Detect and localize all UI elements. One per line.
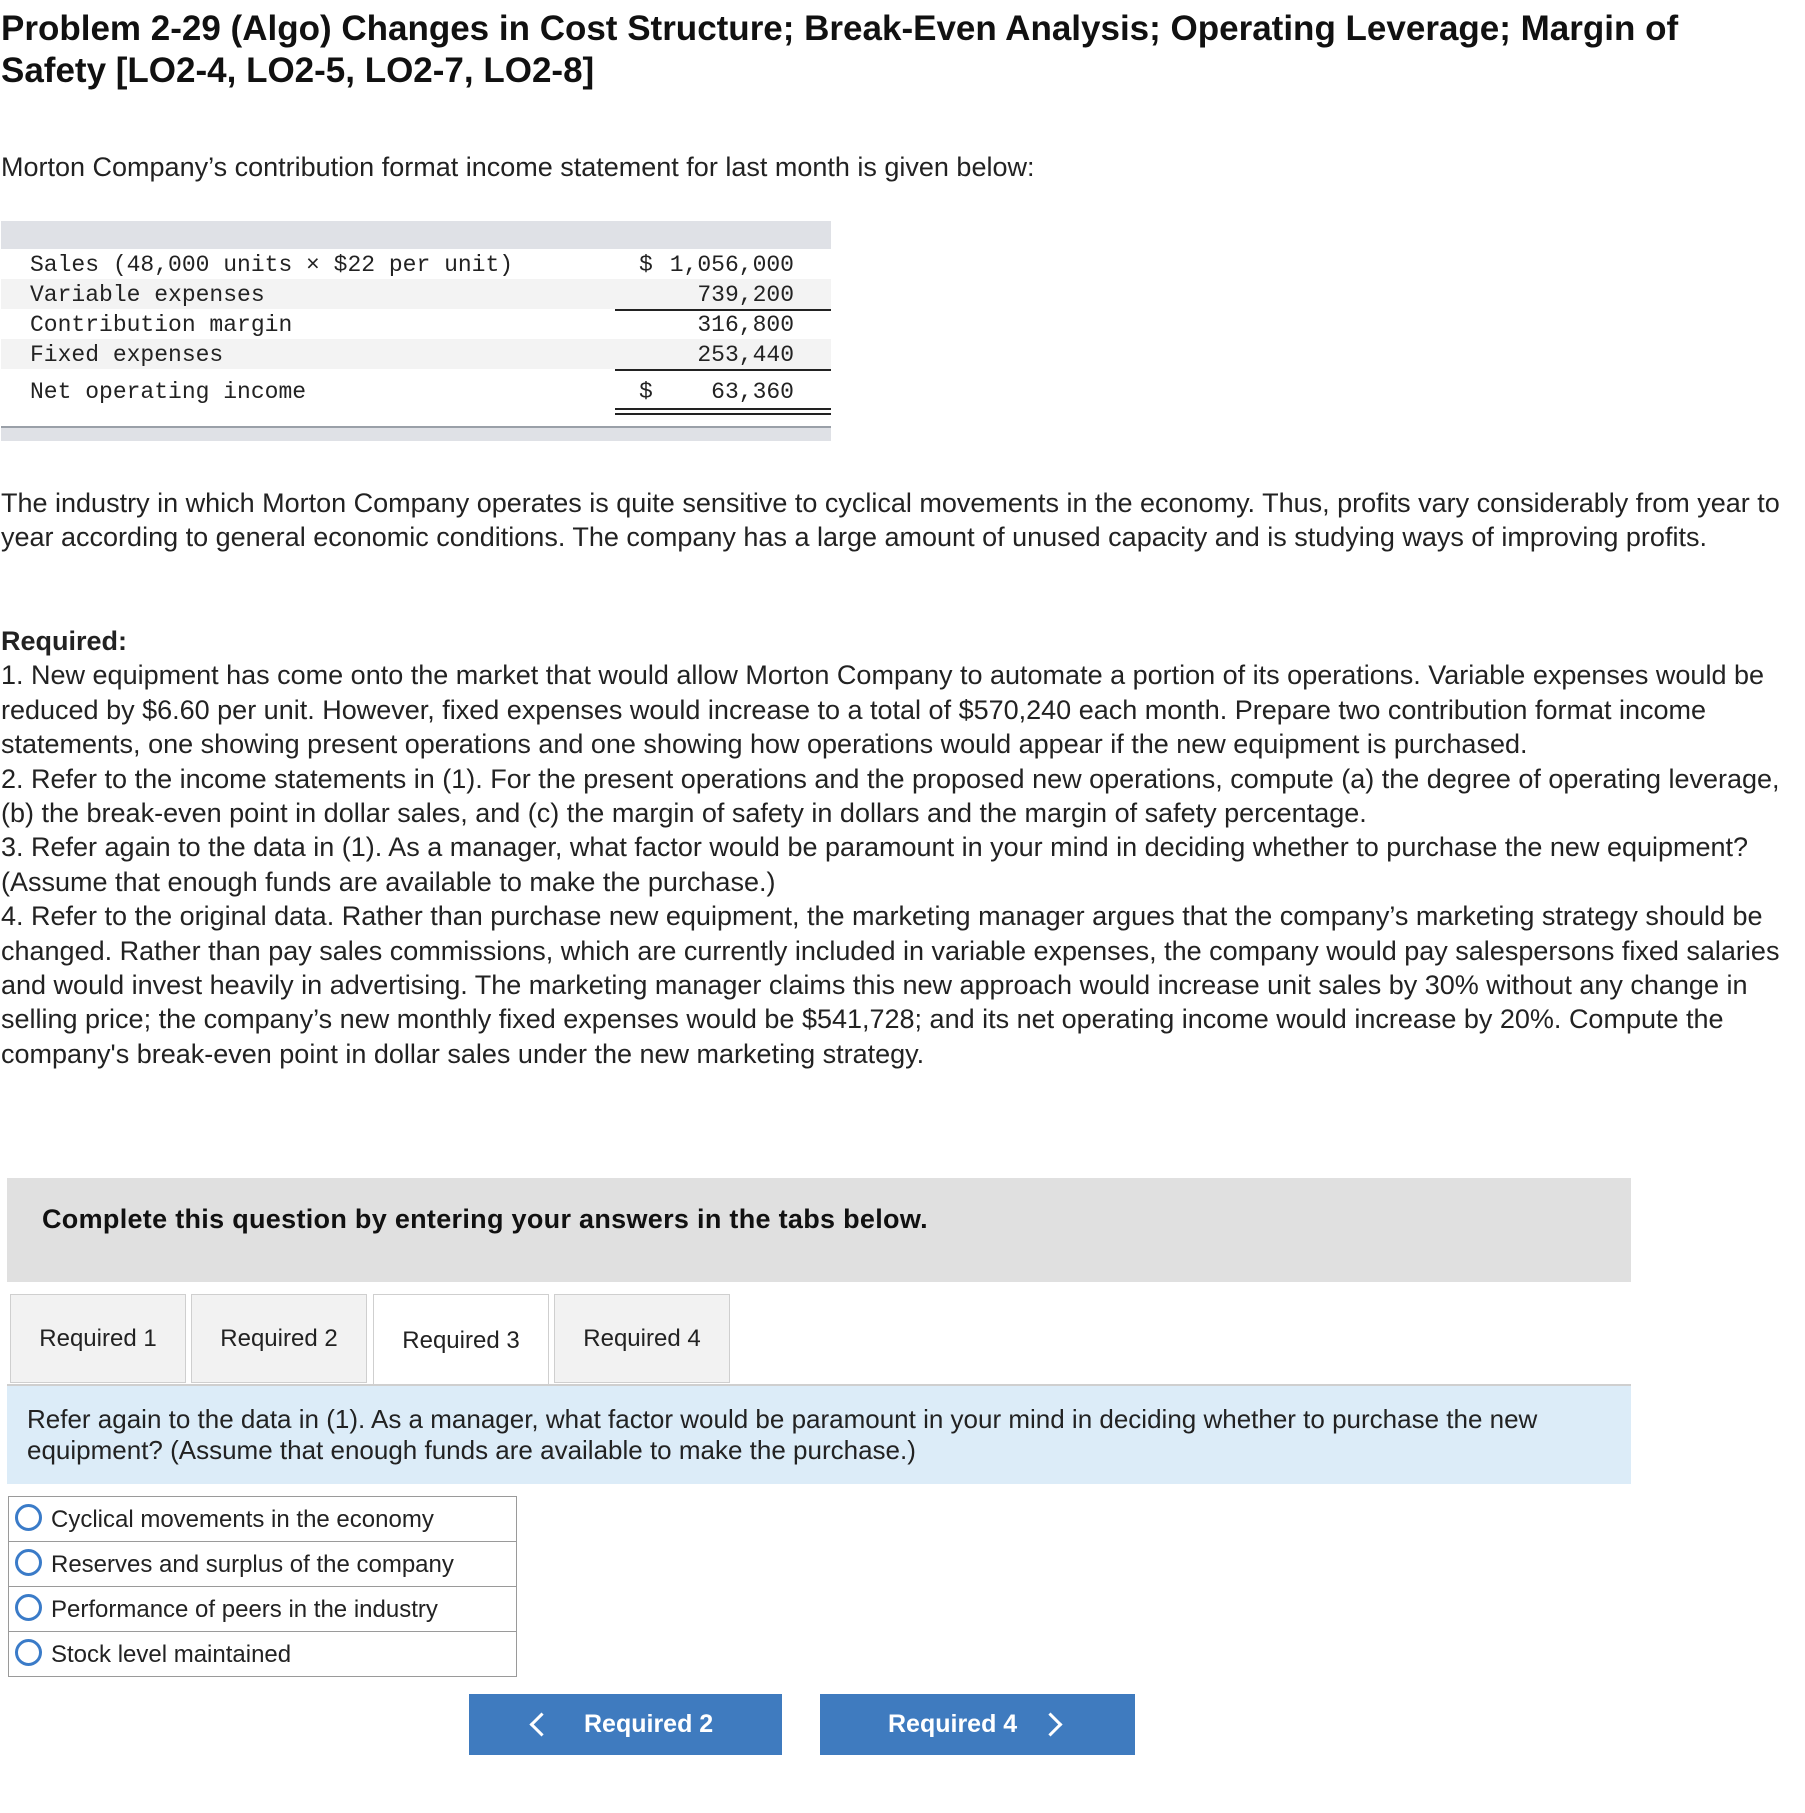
required-item-3: 3. Refer again to the data in (1). As a manager, what factor would be paramount in your mind in deciding whether to purchase the new equipment? (Assume that enough funds are available to make the purchase.) bbox=[1, 832, 1749, 897]
chevron-right-icon bbox=[1038, 1712, 1062, 1736]
required-item-4: 4. Refer to the original data. Rather than purchase new equipment, the marketing manager argues that the company’s marketing strategy should be changed. Rather than pay sales commissions, which are currently included in variable expenses, the company would pay salespersons fixed salaries and would invest heavily in advertising. The marketing manager claims this new approach would increase unit sales by 30% without any change in selling price; the company’s new monthly fixed expenses would be $541,728; and its net operating income would increase by 20%. Compute the company's break-even point in dollar sales under the new marketing strategy. bbox=[1, 901, 1780, 1069]
required-heading: Required: bbox=[1, 626, 128, 656]
option-cyclical-movements[interactable] bbox=[9, 1497, 516, 1541]
required-section bbox=[1, 624, 1796, 1071]
tab-required-2[interactable]: Required 2 bbox=[191, 1294, 367, 1383]
table-row bbox=[1, 249, 831, 279]
table-row bbox=[1, 376, 831, 406]
row-amount: 1,056,000 bbox=[669, 252, 794, 278]
next-required-button[interactable] bbox=[820, 1694, 1135, 1755]
row-amount: 253,440 bbox=[697, 342, 794, 368]
table-row bbox=[1, 339, 831, 369]
problem-title: Problem 2-29 (Algo) Changes in Cost Structure; Break-Even Analysis; Operating Leverage; Margin of Safety [LO2-4, LO2-5, LO2-7, LO2-8] bbox=[1, 9, 1679, 90]
required-item-1: 1. New equipment has come onto the market that would allow Morton Company to automate a portion of its operations. Variable expenses would be reduced by $6.60 per unit. However, fixed expenses would increase to a total of $570,240 each month. Prepare two contribution format income statements, one showing present operations and one showing how operations would appear if the new equipment is purchased. bbox=[1, 660, 1764, 760]
table-header-bar bbox=[1, 221, 831, 249]
row-amount: 316,800 bbox=[697, 312, 794, 338]
intro-text: Morton Company’s contribution format income statement for last month is given below: bbox=[1, 152, 1035, 182]
option-reserves-surplus[interactable] bbox=[9, 1541, 516, 1586]
option-peer-performance[interactable] bbox=[9, 1586, 516, 1631]
dollar-sign: $ bbox=[639, 379, 653, 405]
table-footer-bar bbox=[1, 426, 831, 441]
radio-button[interactable] bbox=[15, 1639, 42, 1666]
next-button-label: Required 4 bbox=[888, 1710, 1018, 1738]
answer-options bbox=[8, 1496, 517, 1677]
row-label: Fixed expenses bbox=[30, 342, 224, 368]
dollar-sign: $ bbox=[639, 252, 653, 278]
banner-text: Complete this question by entering your answers in the tabs below. bbox=[42, 1204, 928, 1234]
row-amount: 739,200 bbox=[697, 282, 794, 308]
tab-required-1[interactable]: Required 1 bbox=[10, 1294, 186, 1383]
total-double-underline bbox=[615, 413, 831, 415]
option-stock-level[interactable] bbox=[9, 1631, 516, 1676]
context-paragraph: The industry in which Morton Company operates is quite sensitive to cyclical movements in the economy. Thus, profits vary considerably from year to year according to general economic conditions. The company has a large amount of unused capacity and is studying ways of improving profits. bbox=[1, 488, 1780, 552]
radio-button[interactable] bbox=[15, 1594, 42, 1621]
table-row bbox=[1, 279, 831, 309]
radio-button[interactable] bbox=[15, 1504, 42, 1531]
option-label: Cyclical movements in the economy bbox=[51, 1506, 434, 1533]
prev-button-label: Required 2 bbox=[584, 1710, 714, 1738]
prev-required-button[interactable] bbox=[469, 1694, 782, 1755]
subtotal-underline bbox=[615, 369, 831, 371]
instruction-banner bbox=[7, 1178, 1631, 1282]
row-label: Sales (48,000 units × $22 per unit) bbox=[30, 252, 514, 278]
row-label: Variable expenses bbox=[30, 282, 265, 308]
tab-required-4[interactable]: Required 4 bbox=[554, 1294, 730, 1383]
table-row bbox=[1, 309, 831, 339]
chevron-left-icon bbox=[529, 1712, 553, 1736]
row-label: Contribution margin bbox=[30, 312, 293, 338]
question-box bbox=[7, 1386, 1631, 1484]
option-label: Performance of peers in the industry bbox=[51, 1596, 438, 1623]
row-amount: 63,360 bbox=[711, 379, 794, 405]
option-label: Stock level maintained bbox=[51, 1641, 292, 1668]
row-label: Net operating income bbox=[30, 379, 307, 405]
tab-required-3[interactable]: Required 3 bbox=[373, 1294, 549, 1386]
required-item-2: 2. Refer to the income statements in (1). For the present operations and the proposed new operations, compute (a) the degree of operating leverage, (b) the break-even point in dollar sales, and (c) the margin of safety in dollars and the margin of safety percentage. bbox=[1, 763, 1780, 829]
income-statement-table bbox=[1, 221, 831, 441]
option-label: Reserves and surplus of the company bbox=[51, 1551, 454, 1578]
radio-button[interactable] bbox=[15, 1549, 42, 1576]
question-text: Refer again to the data in (1). As a manager, what factor would be paramount in your mind in deciding whether to purchase the new equipment? (Assume that enough funds are available to make the purchase.) bbox=[27, 1404, 1538, 1465]
total-double-underline bbox=[615, 408, 831, 410]
